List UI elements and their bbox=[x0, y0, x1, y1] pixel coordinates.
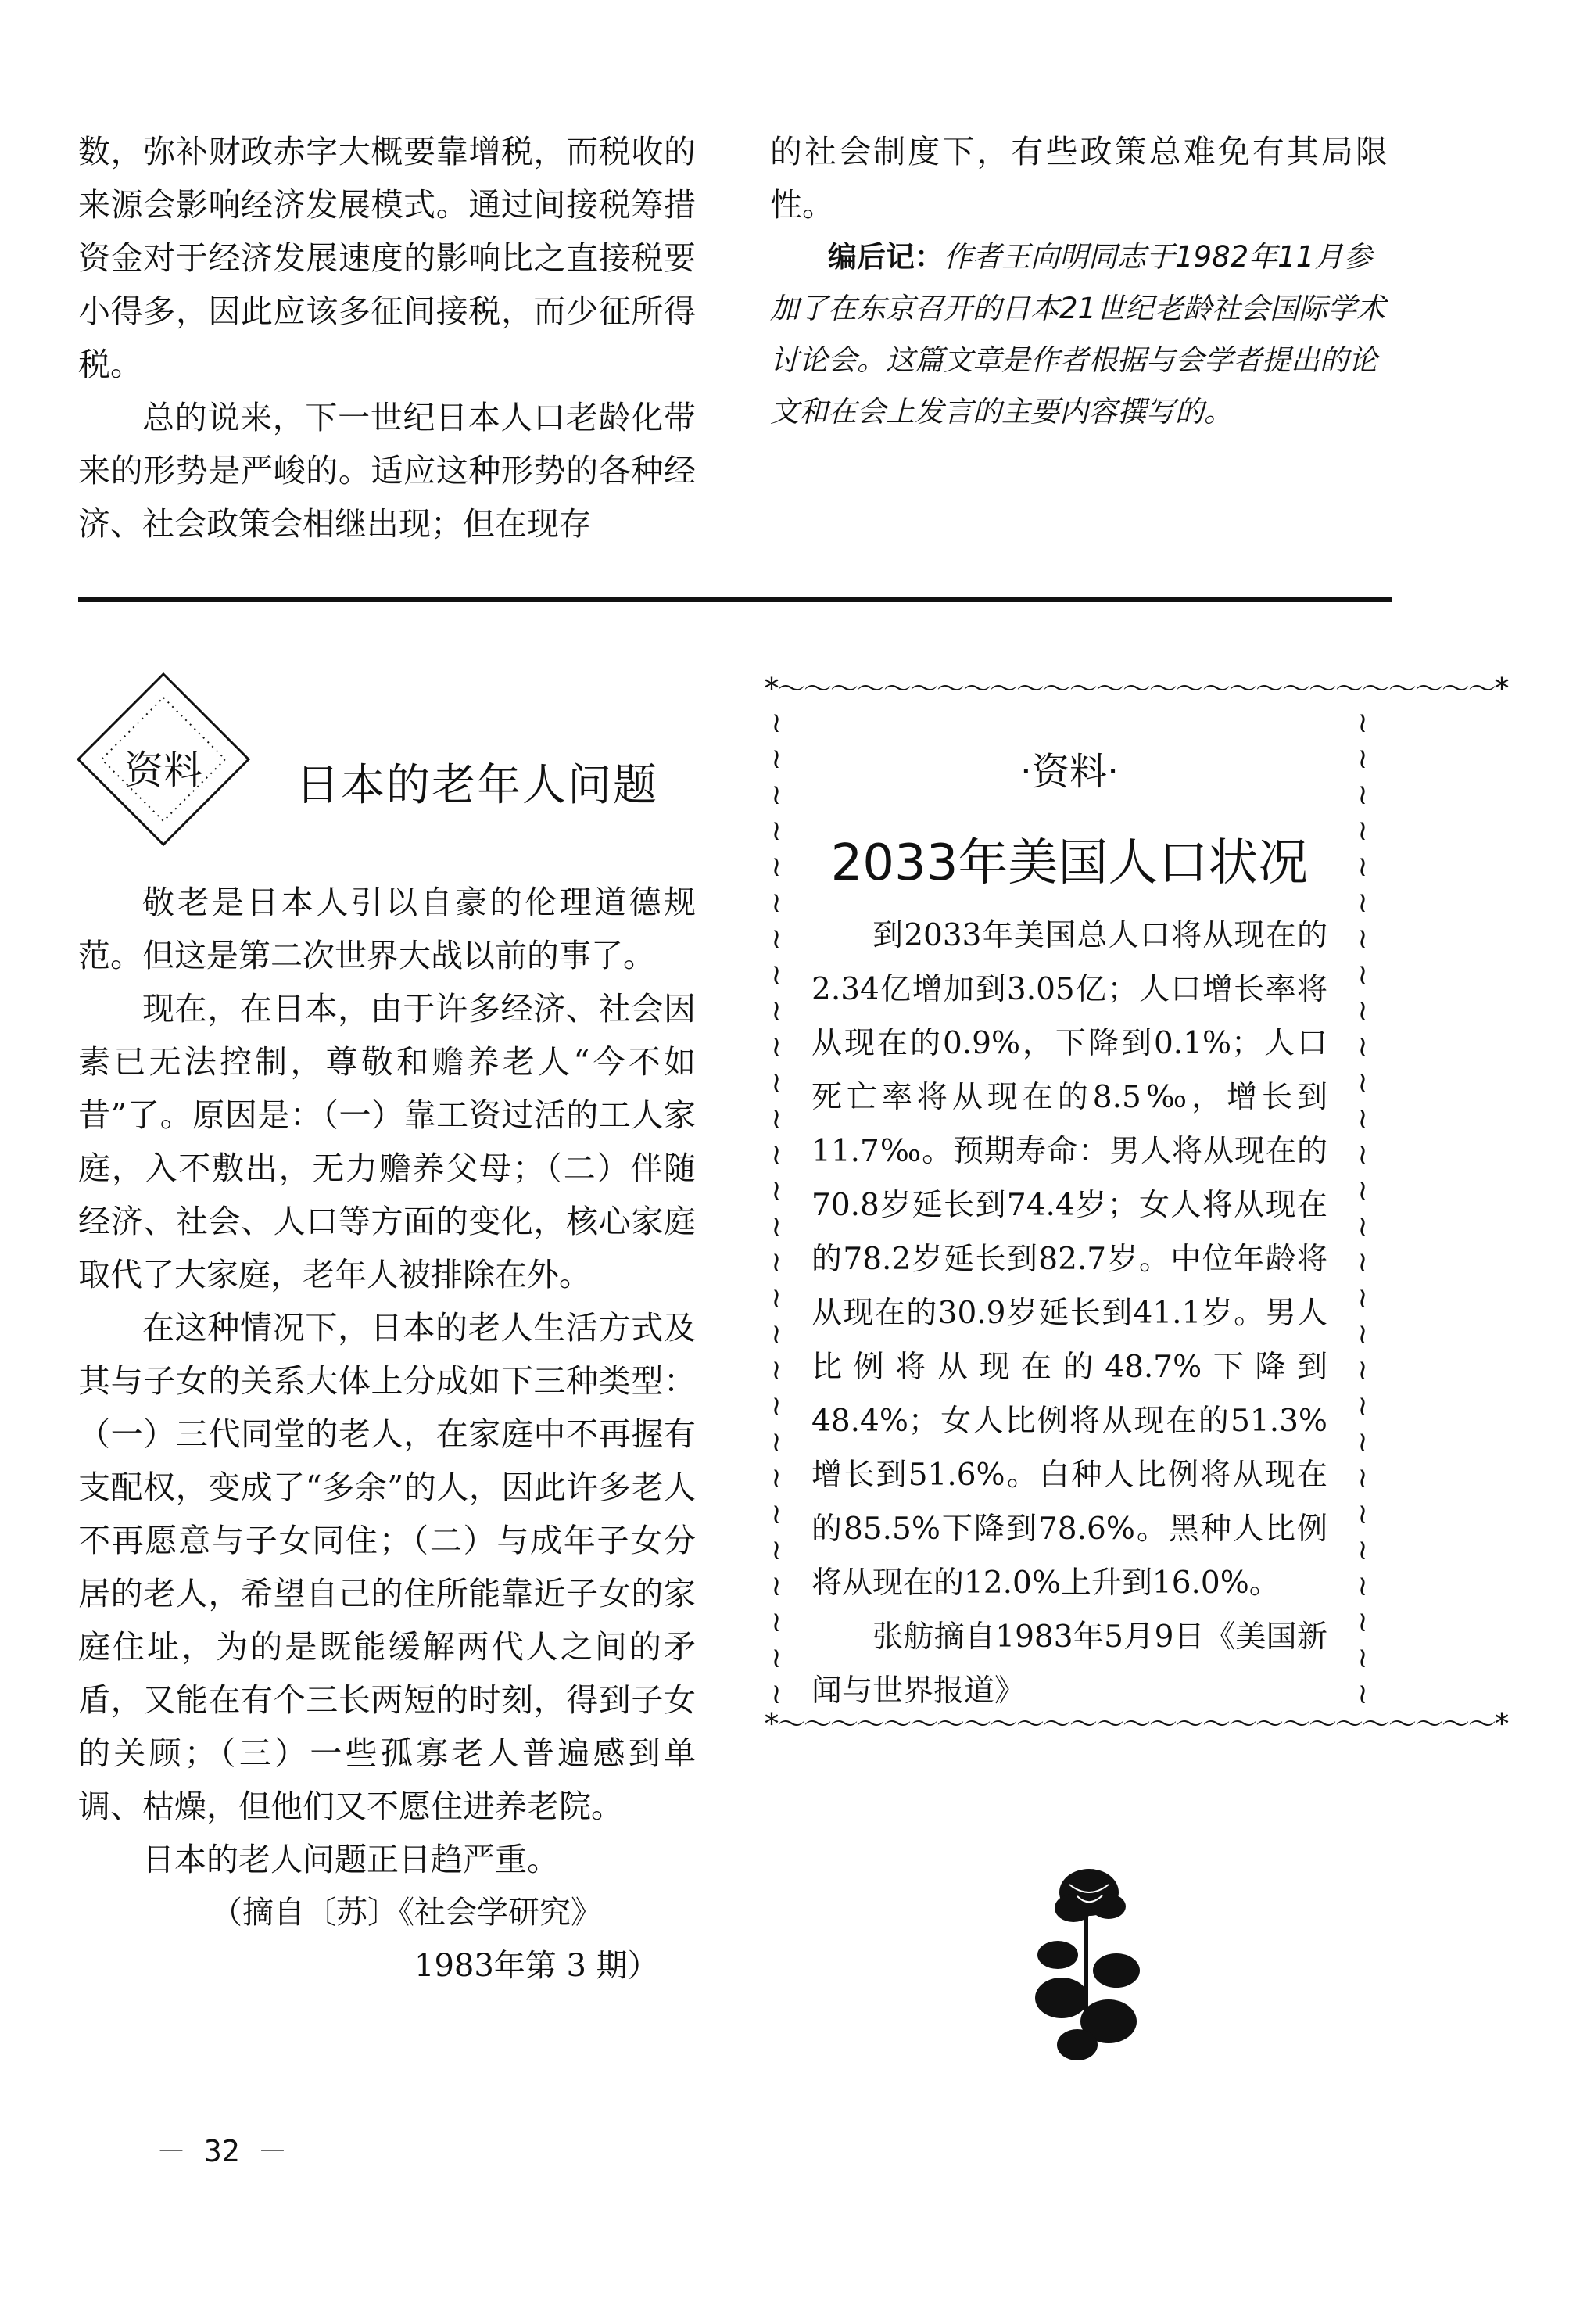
left-article-paragraph: 敬老是日本人引以自豪的伦理道德规范。但这是第二次世界大战以前的事了。 bbox=[78, 884, 696, 974]
left-article-source-line1: （摘自〔苏〕《社会学研究》 bbox=[211, 1895, 602, 1931]
left-article-paragraph: 日本的老人问题正日趋严重。 bbox=[142, 1841, 559, 1878]
page-number: － 32 － bbox=[156, 2134, 288, 2168]
editor-note bbox=[770, 231, 1388, 438]
section-divider bbox=[78, 597, 1392, 602]
top-left-column bbox=[78, 125, 696, 551]
left-article-source-line2: 1983年第 3 期） bbox=[414, 1948, 659, 1984]
box-source: 张舫摘自1983年5月9日《美国新闻与世界报道》 bbox=[811, 1619, 1327, 1709]
left-article-paragraph: 在这种情况下，日本的老人生活方式及其与子女的关系大体上分成如下三种类型：（一）三代同堂的老人，在家庭中不再握有支配权，变成了“多余”的人，因此许多老人不再愿意与子女同住；（二）与成年子女分居的老人，希望自己的住所能靠近子女的家庭住址，为的是既能缓解两代人之间的矛盾，又能在有个三长两短的时刻，得到子女的关顾；（三）一些孤寡老人普遍感到单调、枯燥，但他们又不愿住进养老院。 bbox=[78, 1309, 696, 1825]
box-title: 2033年美国人口状况 bbox=[830, 834, 1309, 892]
top-left-paragraph-1: 数，弥补财政赤字大概要靠增税，而税收的来源会影响经济发展模式。通过间接税筹措资金对于经济发展速度的影响比之直接税要小得多，因此应该多征间接税，而少征所得税。 bbox=[78, 133, 696, 383]
box-label: ·资料· bbox=[1019, 750, 1119, 794]
flower-illustration bbox=[1015, 1861, 1155, 2080]
left-article-paragraph: 现在，在日本，由于许多经济、社会因素已无法控制，尊敬和赡养老人“今不如昔”了。原因是：（一）靠工资过活的工人家庭，入不敷出，无力赡养父母；（二）伴随经济、社会、人口等方面的变化，核心家庭取代了大家庭，老年人被排除在外。 bbox=[78, 990, 696, 1293]
box-border-top: *～～～～～～～～～～～～～～～～～～～～～～～～～～～* bbox=[765, 673, 1508, 705]
badge-label: 资料 bbox=[124, 748, 202, 793]
box-body bbox=[811, 909, 1327, 1718]
top-right-column bbox=[770, 125, 1388, 438]
box-paragraph: 到2033年美国总人口将从现在的2.34亿增加到3.05亿；人口增长率将从现在的0.9%，下降到0.1%；人口死亡率将从现在的8.5‰，增长到11.7‰。预期寿命：男人将从现在的70.8岁延长到74.4岁；女人将从现在的78.2岁延长到82.7岁。中位年龄将从现在的30.9岁延长到41.1岁。男人比例将从现在的48.7%下降到48.4%；女人比例将从现在的51.3%增长到51.6%。白种人比例将从现在的85.5%下降到78.6%。黑种人比例将从现在的12.0%上升到16.0%。 bbox=[811, 918, 1327, 1601]
box-border-bottom: *～～～～～～～～～～～～～～～～～～～～～～～～～～～* bbox=[765, 1709, 1508, 1741]
editor-note-label: 编后记： bbox=[828, 240, 944, 274]
box-border-right: ≀ ≀ ≀ ≀ ≀ ≀ ≀ ≀ ≀ ≀ ≀ ≀ ≀ ≀ ≀ ≀ ≀ ≀ ≀ ≀ ≀ ≀ ≀ ≀ ≀ ≀ ≀ ≀ bbox=[1357, 707, 1368, 1710]
top-right-paragraph: 的社会制度下，有些政策总难免有其局限性。 bbox=[770, 133, 1388, 224]
box-border-left: ≀ ≀ ≀ ≀ ≀ ≀ ≀ ≀ ≀ ≀ ≀ ≀ ≀ ≀ ≀ ≀ ≀ ≀ ≀ ≀ ≀ ≀ ≀ ≀ ≀ ≀ ≀ ≀ bbox=[771, 707, 782, 1710]
editor-note-text: 作者王向明同志于1982年11月参加了在东京召开的日本21世纪老龄社会国际学术讨论会。这篇文章是作者根据与会学者提出的论文和在会上发言的主要内容撰写的。 bbox=[770, 240, 1386, 429]
left-article-title: 日本的老年人问题 bbox=[296, 760, 658, 811]
left-article-body bbox=[78, 876, 696, 1992]
right-boxed-article bbox=[765, 673, 1508, 1741]
top-left-paragraph-2: 总的说来，下一世纪日本人口老龄化带来的形势是严峻的。适应这种形势的各种经济、社会政策会相继出现；但在现存 bbox=[78, 399, 696, 543]
